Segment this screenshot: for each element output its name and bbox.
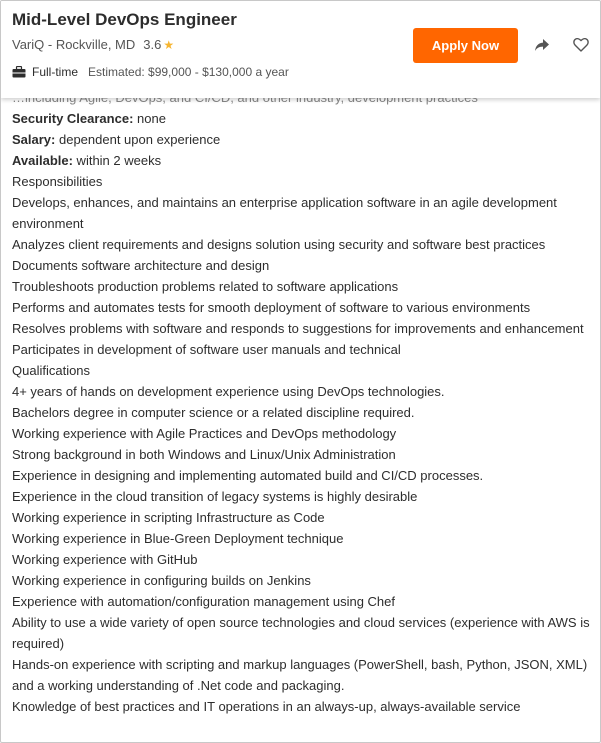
security-clearance <box>12 108 592 129</box>
heart-icon <box>573 38 589 52</box>
qualification-item: Ability to use a wide variety of open source technologies and cloud services (experience with AWS is required) <box>12 615 590 651</box>
company-rating: 3.6 <box>143 37 162 52</box>
qualification-item: Working experience in Blue-Green Deployment technique <box>12 531 344 546</box>
star-icon: ★ <box>163 37 175 52</box>
qualification-item: 4+ years of hands on development experience using DevOps technologies. <box>12 384 445 399</box>
security-clearance-value: none <box>133 111 166 126</box>
qualification-item: Bachelors degree in computer science or a related discipline required. <box>12 405 415 420</box>
qualifications-heading: Qualifications <box>12 363 91 378</box>
job-meta <box>12 65 289 79</box>
qualification-item: Experience in the cloud transition of legacy systems is highly desirable <box>12 489 418 504</box>
job-type: Full-time <box>32 65 79 79</box>
share-button[interactable] <box>531 34 553 56</box>
qualification-item: Experience with automation/configuration management using Chef <box>12 594 396 609</box>
responsibilities-heading: Responsibilities <box>12 174 103 189</box>
qualification-item: Hands-on experience with scripting and markup languages (PowerShell, bash, Python, JSON, XML) and a working understanding of .Net code and packaging. <box>12 657 588 693</box>
responsibility-item: Resolves problems with software and responds to suggestions for improvements and enhancement <box>12 321 584 336</box>
qualification-item: Strong background in both Windows and Linux/Unix Administration <box>12 447 396 462</box>
qualification-item: Experience in designing and implementing automated build and CI/CD processes. <box>12 468 484 483</box>
qualification-item: Knowledge of best practices and IT operations in an always-up, always-available service <box>12 699 521 714</box>
qualification-item: Working experience with GitHub <box>12 552 198 567</box>
share-icon <box>534 38 550 52</box>
responsibility-item: Participates in development of software user manuals and technical <box>12 342 401 357</box>
job-header <box>1 1 600 98</box>
qualification-item: Working experience in configuring builds on Jenkins <box>12 573 311 588</box>
qualification-item: Working experience with Agile Practices and DevOps methodology <box>12 426 397 441</box>
salary-estimate: Estimated: $99,000 - $130,000 a year <box>88 65 289 79</box>
salary-label: Salary: <box>12 132 56 147</box>
company-line <box>12 37 174 52</box>
job-title: Mid-Level DevOps Engineer <box>12 10 237 29</box>
briefcase-icon <box>12 66 26 78</box>
availability-value: within 2 weeks <box>72 153 162 168</box>
company-location[interactable]: VariQ - Rockville, MD <box>12 37 136 52</box>
apply-now-button[interactable]: Apply Now <box>413 28 518 63</box>
availability-label: Available: <box>12 153 73 168</box>
salary <box>12 129 592 150</box>
salary-value: dependent upon experience <box>55 132 221 147</box>
responsibility-item: Performs and automates tests for smooth deployment of software to various environments <box>12 300 531 315</box>
availability <box>12 150 592 171</box>
save-job-button[interactable] <box>570 34 592 56</box>
qualification-item: Working experience in scripting Infrastructure as Code <box>12 510 325 525</box>
security-clearance-label: Security Clearance: <box>12 111 134 126</box>
responsibility-item: Documents software architecture and design <box>12 258 270 273</box>
responsibility-item: Analyzes client requirements and designs solution using security and software best practices <box>12 237 546 252</box>
responsibility-item: Troubleshoots production problems related to software applications <box>12 279 399 294</box>
responsibility-item: Develops, enhances, and maintains an enterprise application software in an agile development environment <box>12 195 557 231</box>
job-description <box>12 87 592 717</box>
